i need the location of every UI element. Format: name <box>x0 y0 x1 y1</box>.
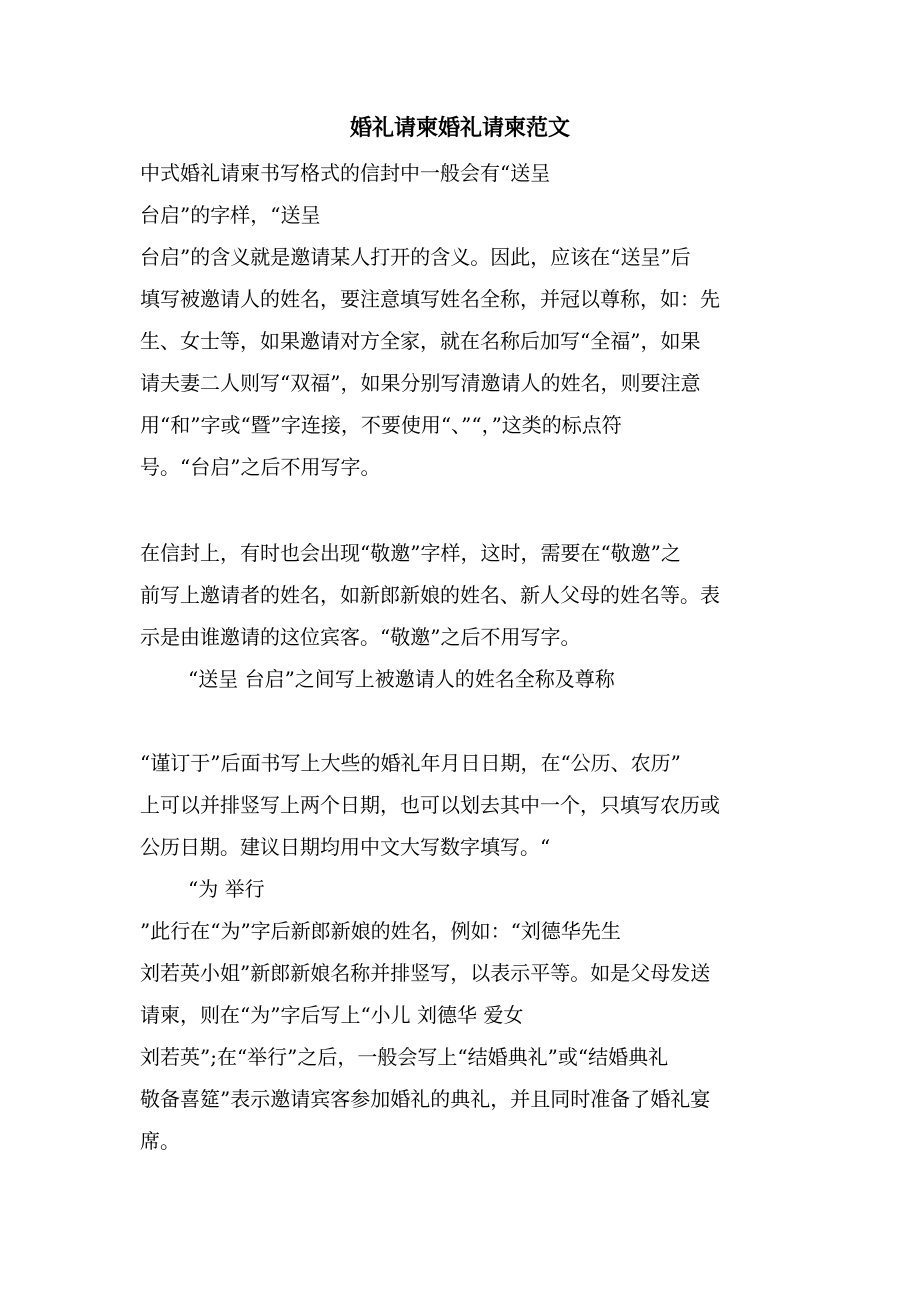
paragraph-line: 公历日期。建议日期均用中文大写数字填写。“ <box>140 835 551 859</box>
paragraph-line: “为 举行 <box>188 877 265 901</box>
paragraph-line: 生、女士等，如果邀请对方全家，就在名称后加写“全福”，如果 <box>140 329 701 353</box>
document-title: 婚礼请柬婚礼请柬范文 <box>349 115 570 141</box>
paragraph-line: 请夫妻二人则写“双福”，如果分别写清邀请人的姓名，则要注意 <box>140 371 701 395</box>
paragraph-line: 刘若英小姐”新郎新娘名称并排竖写，以表示平等。如是父母发送 <box>140 961 711 985</box>
paragraph-line: 填写被邀请人的姓名，要注意填写姓名全称，并冠以尊称，如：先 <box>140 287 720 311</box>
paragraph-line: 号。“台启”之后不用写字。 <box>140 455 381 479</box>
paragraph-line: 上可以并排竖写上两个日期，也可以划去其中一个，只填写农历或 <box>140 793 720 817</box>
paragraph-line: 请柬，则在“为”字后写上“小儿 刘德华 爱女 <box>140 1003 524 1027</box>
paragraph-line: 台启”的含义就是邀请某人打开的含义。因此，应该在“送呈”后 <box>140 245 691 269</box>
paragraph-line: “送呈 台启”之间写上被邀请人的姓名全称及尊称 <box>188 667 615 691</box>
paragraph-line: ”此行在“为”字后新郎新娘的姓名，例如：“刘德华先生 <box>140 919 621 943</box>
paragraph-line: 台启”的字样，“送呈 <box>140 203 321 227</box>
paragraph-line: 中式婚礼请柬书写格式的信封中一般会有“送呈 <box>140 161 551 185</box>
paragraph-line: 示是由谁邀请的这位宾客。“敬邀”之后不用写字。 <box>140 625 581 649</box>
paragraph-line: 敬备喜筵”表示邀请宾客参加婚礼的典礼，并且同时准备了婚礼宴 <box>140 1087 711 1111</box>
paragraph-line: 用“和”字或“暨”字连接，不要使用“、”“，”这类的标点符 <box>140 413 622 437</box>
paragraph-line: 刘若英”;在“举行”之后，一般会写上“结婚典礼”或“结婚典礼 <box>140 1045 669 1069</box>
paragraph-line: 席。 <box>140 1129 180 1153</box>
paragraph-line: 前写上邀请者的姓名，如新郎新娘的姓名、新人父母的姓名等。表 <box>140 583 720 607</box>
paragraph-line: 在信封上，有时也会出现“敬邀”字样，这时，需要在“敬邀”之 <box>140 541 681 565</box>
paragraph-line: “谨订于”后面书写上大些的婚礼年月日日期，在“公历、农历” <box>140 751 681 775</box>
